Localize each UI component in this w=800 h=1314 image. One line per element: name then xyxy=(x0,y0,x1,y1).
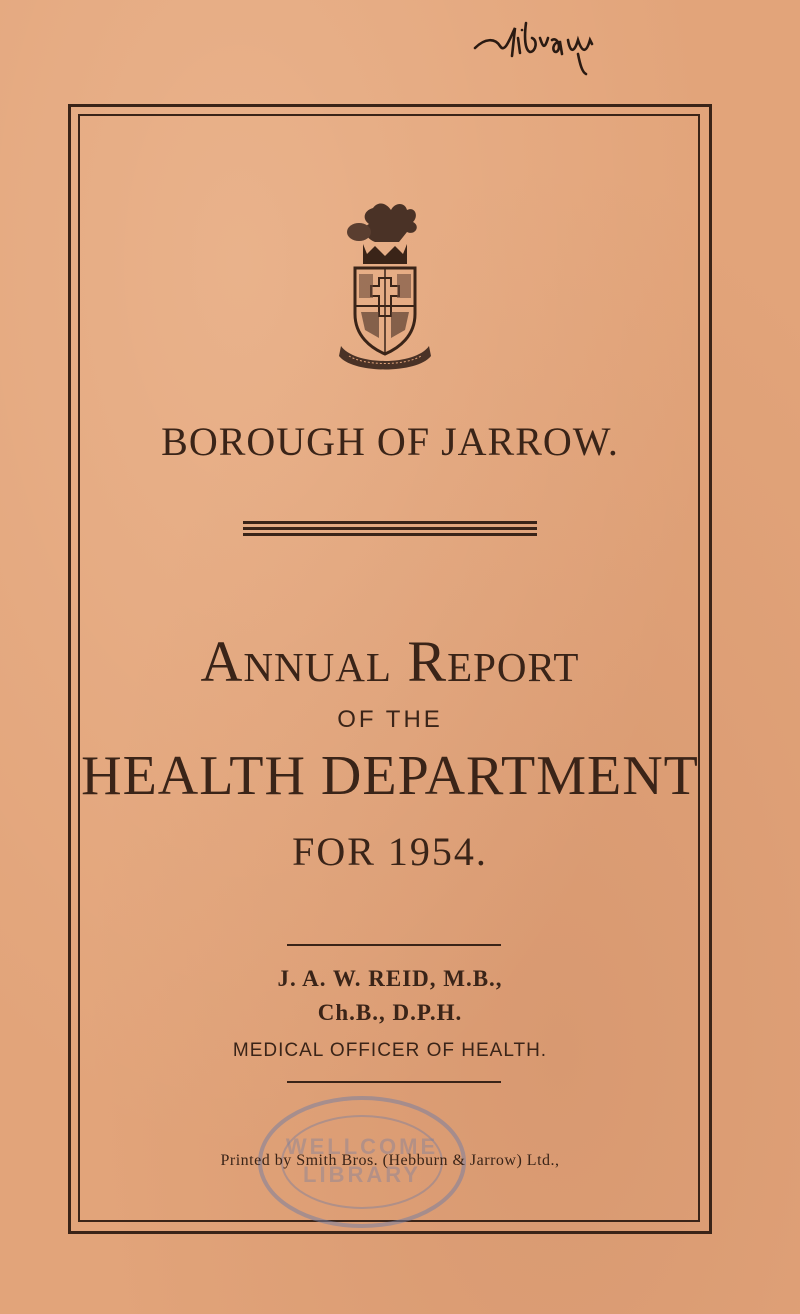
svg-text:LIBRARY: LIBRARY xyxy=(303,1162,421,1187)
borough-crest-icon xyxy=(335,198,435,374)
of-the-subheading: OF THE xyxy=(337,706,443,733)
author-name: J. A. W. REID, M.B., xyxy=(277,966,503,991)
annual-report-heading: Annual Report xyxy=(200,629,580,694)
double-rule-middle xyxy=(243,527,537,530)
double-rule-top xyxy=(243,521,537,524)
handwritten-library-annotation xyxy=(470,8,620,78)
svg-text:WELLCOME: WELLCOME xyxy=(285,1134,439,1159)
health-department-heading: HEALTH DEPARTMENT xyxy=(81,745,699,807)
report-year: FOR 1954. xyxy=(292,829,488,874)
rule-below-author xyxy=(287,1081,501,1083)
author-degrees: Ch.B., D.P.H. xyxy=(317,1000,463,1025)
borough-title: BOROUGH OF JARROW. xyxy=(161,419,619,464)
rule-above-author xyxy=(287,944,501,946)
double-rule-bottom xyxy=(243,533,537,536)
printer-credit: Printed by Smith Bros. (Hebburn & Jarrow) Ltd., xyxy=(220,1152,560,1169)
author-role: MEDICAL OFFICER OF HEALTH. xyxy=(232,1040,548,1061)
